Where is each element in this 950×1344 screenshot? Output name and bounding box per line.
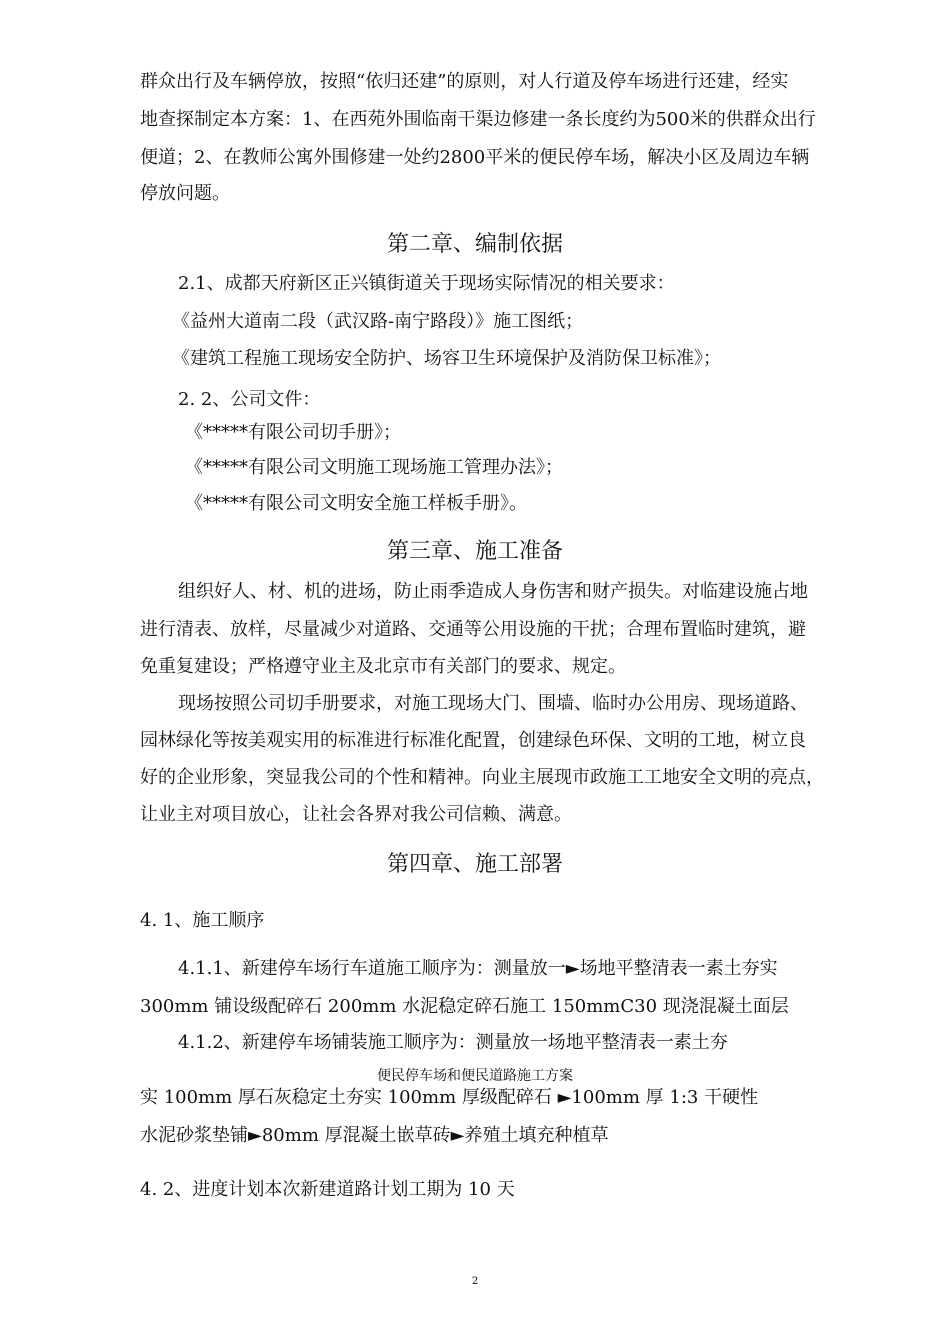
ch3-para1-line-3: 免重复建设；严格遵守业主及北京市有关部门的要求、规定。: [140, 656, 626, 677]
section-4-1-1-line-1: 4.1.1、新建停车场行车道施工顺序为：测量放一►场地平整清表一素土夯实: [178, 958, 778, 979]
company-file-2: 《*****有限公司文明施工现场施工管理办法》；: [185, 457, 563, 478]
company-file-3: 《*****有限公司文明安全施工样板手册》。: [185, 493, 527, 514]
page-number: 2: [471, 1276, 479, 1287]
company-file-1: 《*****有限公司切手册》；: [185, 422, 401, 443]
ch3-para1-line-2: 进行清表、放样，尽量减少对道路、交通等公用设施的干扰；合理布置临时建筑，避: [140, 619, 806, 640]
chapter-2-heading: 第二章、编制依据: [386, 232, 563, 257]
document-running-title: 便民停车场和便民道路施工方案: [377, 1068, 573, 1084]
ch3-para2-line-2: 园林绿化等按美观实用的标准进行标准化配置，创建绿色环保、文明的工地，树立良: [140, 730, 806, 751]
chapter-3-heading: 第三章、施工准备: [386, 539, 563, 564]
intro-line-3: 便道；2、在教师公寓外围修建一处约2800平米的便民停车场，解决小区及周边车辆: [140, 147, 810, 168]
chapter-4-heading: 第四章、施工部署: [386, 852, 563, 877]
ch3-para1-line-1: 组织好人、材、机的进场，防止雨季造成人身伤害和财产损失。对临建设施占地: [178, 581, 808, 602]
ch3-para2-line-4: 让业主对项目放心，让社会各界对我公司信赖、满意。: [140, 804, 572, 825]
section-4-1: 4. 1、施工顺序: [140, 910, 265, 931]
section-4-2: 4. 2、进度计划本次新建道路计划工期为 10 天: [140, 1179, 515, 1200]
ch3-para2-line-1: 现场按照公司切手册要求，对施工现场大门、围墙、临时办公用房、现场道路、: [178, 693, 808, 714]
intro-line-4: 停放问题。: [140, 183, 230, 204]
ch3-para2-line-3: 好的企业形象，突显我公司的个性和精神。向业主展现市政施工工地安全文明的亮点，: [140, 767, 824, 788]
reference-doc-2: 《建筑工程施工现场安全防护、场容卫生环境保护及消防保卫标准》；: [172, 348, 721, 369]
section-4-1-2-line-3: 水泥砂浆垫铺►80mm 厚混凝土嵌草砖►养殖土填充种植草: [140, 1125, 609, 1146]
intro-line-2: 地查探制定本方案：1、在西苑外围临南干渠边修建一条长度约为500米的供群众出行: [140, 109, 816, 130]
section-4-1-1-line-2: 300mm 铺设级配碎石 200mm 水泥稳定碎石施工 150mmC30 现浇混凝土面层: [140, 996, 789, 1017]
section-2-2: 2. 2、公司文件：: [178, 389, 321, 410]
intro-line-1: 群众出行及车辆停放，按照“依归还建”的原则，对人行道及停车场进行还建，经实: [140, 71, 789, 92]
reference-doc-1: 《益州大道南二段（武汉路-南宁路段）》施工图纸；: [172, 311, 584, 332]
section-2-1: 2.1、成都天府新区正兴镇街道关于现场实际情况的相关要求：: [178, 273, 675, 294]
section-4-1-2-line-2: 实 100mm 厚石灰稳定土夯实 100mm 厚级配碎石 ►100mm 厚 1:3 干硬性: [140, 1087, 759, 1108]
section-4-1-2-line-1: 4.1.2、新建停车场铺装施工顺序为：测量放一场地平整清表一素土夯: [178, 1032, 728, 1053]
